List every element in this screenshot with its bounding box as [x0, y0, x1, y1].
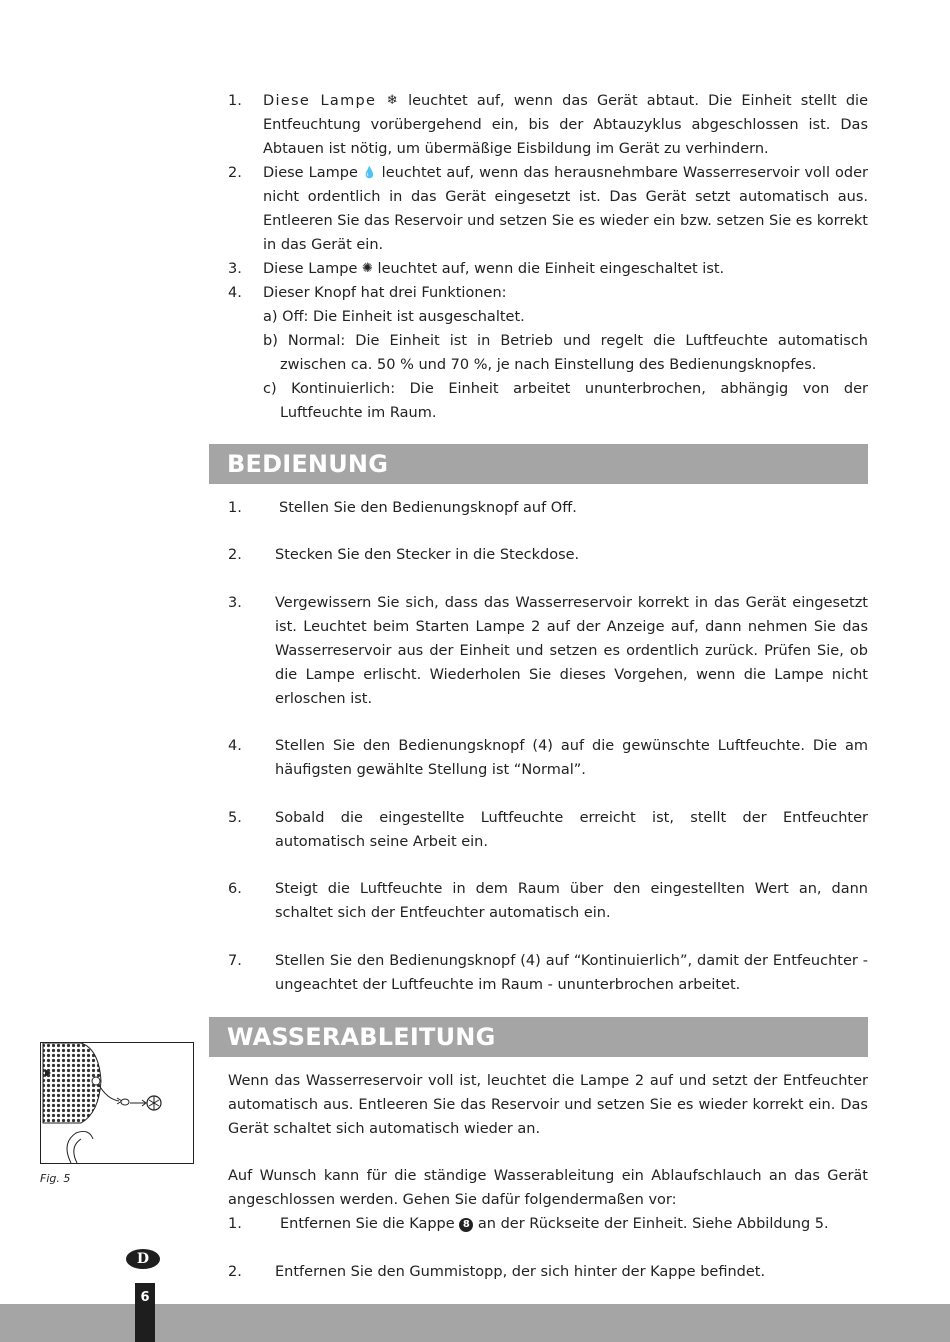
dehumidifier-drain-cap-drawing [41, 1043, 193, 1163]
defrost-snowflake-icon: ❄ [386, 93, 399, 108]
wasserableitung-para-2: Auf Wunsch kann für die ständige Wasserableitung ein Ablaufschlauch an das Gerät angeschlossen werden. Gehen Sie dafür folgendermaßen vor: [228, 1168, 868, 1208]
wasserableitung-para-1: Wenn das Wasserreservoir voll ist, leuchtet die Lampe 2 auf und setzt der Entfeuchter automatisch aus. Entleeren Sie das Reservoir und setzen Sie es wieder korrekt ein. Das Gerät schaltet sich automatisch wieder an. [228, 1073, 868, 1137]
figure-caption: Fig. 5 [40, 1172, 71, 1185]
power-indicator-icon: ✺ [362, 261, 373, 276]
figure-5-illustration [40, 1042, 194, 1164]
intro-sub-b: b) Normal: Die Einheit ist in Betrieb und regelt die Luftfeuchte automatisch zwischen ca. 50 % und 70 %, je nach Einstellung des Bedienungsknopfes. [263, 333, 868, 373]
page-number: 6 [140, 1290, 150, 1305]
language-badge: D [126, 1249, 160, 1269]
water-drops-icon: 💧 [362, 166, 377, 179]
part-number-badge: 8 [459, 1218, 473, 1232]
section-header-wasserableitung [209, 1017, 868, 1057]
intro-sub-c: c) Kontinuierlich: Die Einheit arbeitet ununterbrochen, abhängig von der Luftfeuchte im Raum. [263, 381, 868, 421]
intro-sub-a: a) Off: Die Einheit ist ausgeschaltet. [263, 309, 525, 325]
section-title-bedienung: BEDIENUNG [227, 450, 389, 478]
manual-page: 1. Diese Lampe ❄ leuchtet auf, wenn das Gerät abtaut. Die Einheit stellt die Entfeuchtung vorübergehend ein, bis der Abtauzyklus abgeschlossen ist. Das Abtauen ist nötig, um übermäßige Eisbildung im Gerät zu verhindern. 2. Diese Lampe 💧 leuchtet auf, wenn das herausnehmbare Wasserreservoir voll oder nicht ordentlich in das Gerät eingesetzt ist. Das Gerät setzt automatisch aus. Entleeren Sie das Reservoir und setzen Sie es wieder ein bzw. setzen Sie es korrekt in das Gerät ein. 3. Diese Lampe ✺ leuchtet auf, wenn die Einheit eingeschaltet ist. 4. Dieser Knopf hat drei Funktionen: a) Off: Die Einheit ist ausgeschaltet. b) Normal: Die Einheit ist in Betrieb und regelt die Luftfeuchte automatisch zwischen ca. 50 % und 70 %, je nach Einstellung des Bedienungsknopfes. c) Kontinuierlich: Die Einheit arbeitet ununterbrochen, abhängig von der Luftfeuchte im Raum. BEDIENUNG 1. Stellen Sie den Bedienungsknopf auf Off. 2. Stecken Sie den Stecker in die Steckdose. 3. Vergewissern Sie sich, dass das Wasserreservoir korrekt in das Gerät eingesetzt ist. Leuchtet beim Starten Lampe 2 auf der Anzeige auf, dann nehmen Sie das Wasserreservoir aus der Einheit und setzen es ordentlich zurück. Prüfen Sie, ob die Lampe erlischt. Wiederholen Sie dieses Vorgehen, wenn die Lampe nicht erloschen ist. 4. Stellen Sie den Bedienungsknopf (4) auf die gewünschte Luftfeuchte. Die am häufigsten gewählte Stellung ist “Normal”. 5. Sobald die eingestellte Luftfeuchte erreicht ist, stellt der Entfeuchter automatisch seine Arbeit ein. 6. Steigt die Luftfeuchte in dem Raum über den eingestellten Wert an, dann schaltet sich der Entfeuchter automatisch ein. 7. Stellen Sie den Bedienungsknopf (4) auf “Kontinuierlich”, damit der Entfeuchter - ungeachtet der Luftfeuchte im Raum - ununterbrochen arbeitet. WASSERABLEITUNG Wenn das Wasserreservoir voll ist, leuchtet die Lampe 2 auf und setzt der Entfeuchter automatisch aus. Entleeren Sie das Reservoir und setzen Sie es wieder korrekt ein. Das Gerät schaltet sich automatisch wieder an. Auf Wunsch kann für die ständige Wasserableitung ein Ablaufschlauch an das Gerät angeschlossen werden. Gehen Sie dafür folgendermaßen vor: 1. Entfernen Sie die Kappe 8 an der Rückseite der Einheit. Siehe Abbildung 5. 2. Entfernen Sie den Gummistopp, der sich hinter der Kappe befindet. Fig. 5 D 6 [0, 0, 950, 1342]
section-title-wasserableitung: WASSERABLEITUNG [227, 1023, 496, 1051]
section-header-bedienung [209, 444, 868, 484]
